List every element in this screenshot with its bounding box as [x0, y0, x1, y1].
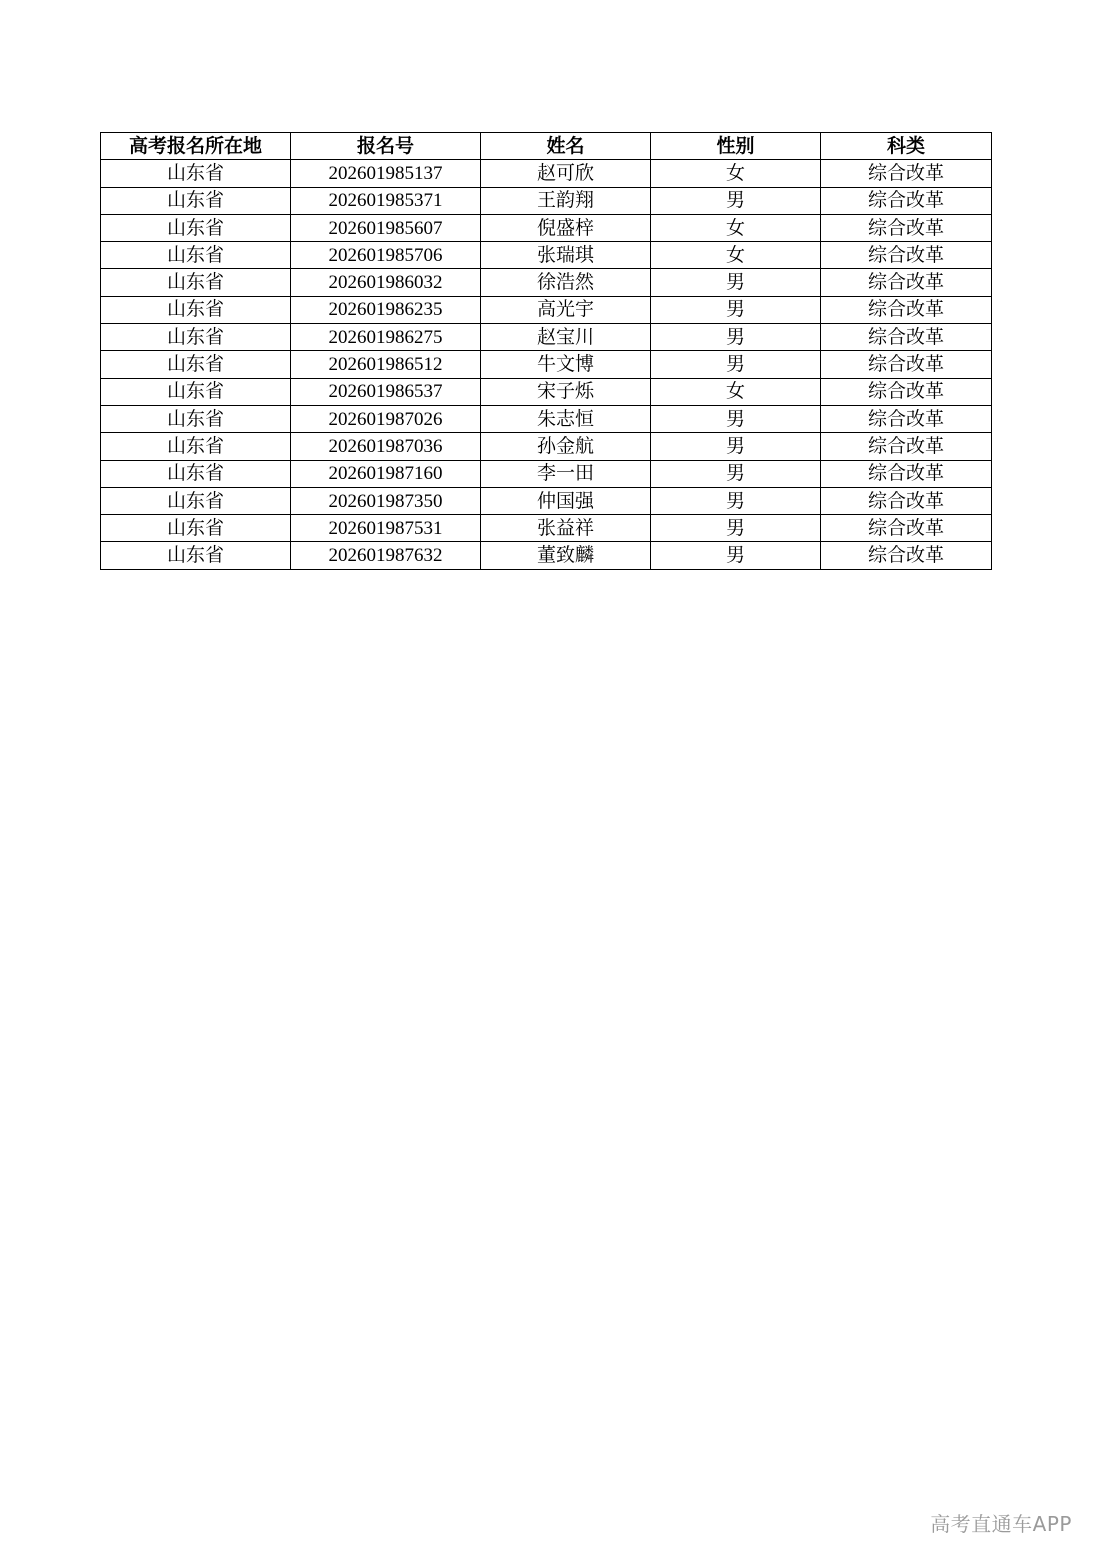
cell-category: 综合改革: [821, 160, 992, 187]
cell-name: 朱志恒: [481, 405, 651, 432]
table-row: [101, 433, 992, 460]
cell-category: 综合改革: [821, 433, 992, 460]
cell-location: 山东省: [101, 324, 291, 351]
cell-name: 孙金航: [481, 433, 651, 460]
table-row: [101, 269, 992, 296]
cell-name: 张益祥: [481, 515, 651, 542]
table-row: [101, 351, 992, 378]
cell-category: 综合改革: [821, 378, 992, 405]
cell-registration-number: 202601986032: [291, 269, 481, 296]
table-row: [101, 160, 992, 187]
cell-gender: 女: [651, 378, 821, 405]
cell-gender: 男: [651, 324, 821, 351]
cell-location: 山东省: [101, 187, 291, 214]
roster-table-container: [100, 132, 991, 570]
table-row: [101, 542, 992, 569]
cell-registration-number: 202601985706: [291, 242, 481, 269]
header-gender: 性别: [651, 133, 821, 160]
cell-location: 山东省: [101, 214, 291, 241]
cell-registration-number: 202601986537: [291, 378, 481, 405]
table-row: [101, 242, 992, 269]
cell-name: 李一田: [481, 460, 651, 487]
cell-registration-number: 202601986235: [291, 296, 481, 323]
cell-registration-number: 202601987531: [291, 515, 481, 542]
cell-registration-number: 202601985607: [291, 214, 481, 241]
cell-category: 综合改革: [821, 515, 992, 542]
cell-registration-number: 202601987026: [291, 405, 481, 432]
cell-location: 山东省: [101, 487, 291, 514]
table-row: [101, 487, 992, 514]
cell-registration-number: 202601987632: [291, 542, 481, 569]
table-row: [101, 405, 992, 432]
cell-name: 倪盛梓: [481, 214, 651, 241]
cell-location: 山东省: [101, 405, 291, 432]
table-row: [101, 296, 992, 323]
roster-table: [100, 132, 992, 570]
cell-name: 董致麟: [481, 542, 651, 569]
cell-location: 山东省: [101, 351, 291, 378]
cell-name: 高光宇: [481, 296, 651, 323]
cell-gender: 男: [651, 542, 821, 569]
cell-name: 仲国强: [481, 487, 651, 514]
header-registration-number: 报名号: [291, 133, 481, 160]
cell-name: 宋子烁: [481, 378, 651, 405]
cell-name: 王韵翔: [481, 187, 651, 214]
cell-category: 综合改革: [821, 187, 992, 214]
cell-name: 赵宝川: [481, 324, 651, 351]
cell-category: 综合改革: [821, 296, 992, 323]
header-location: 高考报名所在地: [101, 133, 291, 160]
cell-category: 综合改革: [821, 242, 992, 269]
cell-category: 综合改革: [821, 487, 992, 514]
cell-name: 牛文博: [481, 351, 651, 378]
cell-category: 综合改革: [821, 405, 992, 432]
watermark-text: 高考直通车APP: [930, 1512, 1072, 1536]
cell-registration-number: 202601985371: [291, 187, 481, 214]
header-name: 姓名: [481, 133, 651, 160]
cell-location: 山东省: [101, 296, 291, 323]
cell-category: 综合改革: [821, 214, 992, 241]
cell-location: 山东省: [101, 269, 291, 296]
cell-gender: 女: [651, 160, 821, 187]
table-row: [101, 214, 992, 241]
cell-registration-number: 202601986275: [291, 324, 481, 351]
cell-location: 山东省: [101, 242, 291, 269]
cell-location: 山东省: [101, 160, 291, 187]
header-category: 科类: [821, 133, 992, 160]
cell-gender: 男: [651, 405, 821, 432]
table-row: [101, 460, 992, 487]
cell-location: 山东省: [101, 378, 291, 405]
cell-registration-number: 202601987036: [291, 433, 481, 460]
table-header-row: [101, 133, 992, 160]
cell-gender: 男: [651, 351, 821, 378]
cell-category: 综合改革: [821, 351, 992, 378]
cell-category: 综合改革: [821, 324, 992, 351]
cell-location: 山东省: [101, 433, 291, 460]
cell-registration-number: 202601987160: [291, 460, 481, 487]
table-row: [101, 324, 992, 351]
table-row: [101, 187, 992, 214]
cell-name: 张瑞琪: [481, 242, 651, 269]
cell-location: 山东省: [101, 542, 291, 569]
cell-name: 徐浩然: [481, 269, 651, 296]
cell-registration-number: 202601985137: [291, 160, 481, 187]
cell-name: 赵可欣: [481, 160, 651, 187]
cell-registration-number: 202601987350: [291, 487, 481, 514]
cell-registration-number: 202601986512: [291, 351, 481, 378]
cell-gender: 男: [651, 269, 821, 296]
table-row: [101, 515, 992, 542]
cell-gender: 男: [651, 487, 821, 514]
cell-category: 综合改革: [821, 542, 992, 569]
cell-gender: 男: [651, 296, 821, 323]
cell-location: 山东省: [101, 460, 291, 487]
cell-gender: 女: [651, 214, 821, 241]
cell-gender: 女: [651, 242, 821, 269]
cell-gender: 男: [651, 433, 821, 460]
cell-category: 综合改革: [821, 269, 992, 296]
table-row: [101, 378, 992, 405]
cell-gender: 男: [651, 460, 821, 487]
cell-category: 综合改革: [821, 460, 992, 487]
table-body: [101, 160, 992, 569]
cell-gender: 男: [651, 515, 821, 542]
cell-gender: 男: [651, 187, 821, 214]
cell-location: 山东省: [101, 515, 291, 542]
